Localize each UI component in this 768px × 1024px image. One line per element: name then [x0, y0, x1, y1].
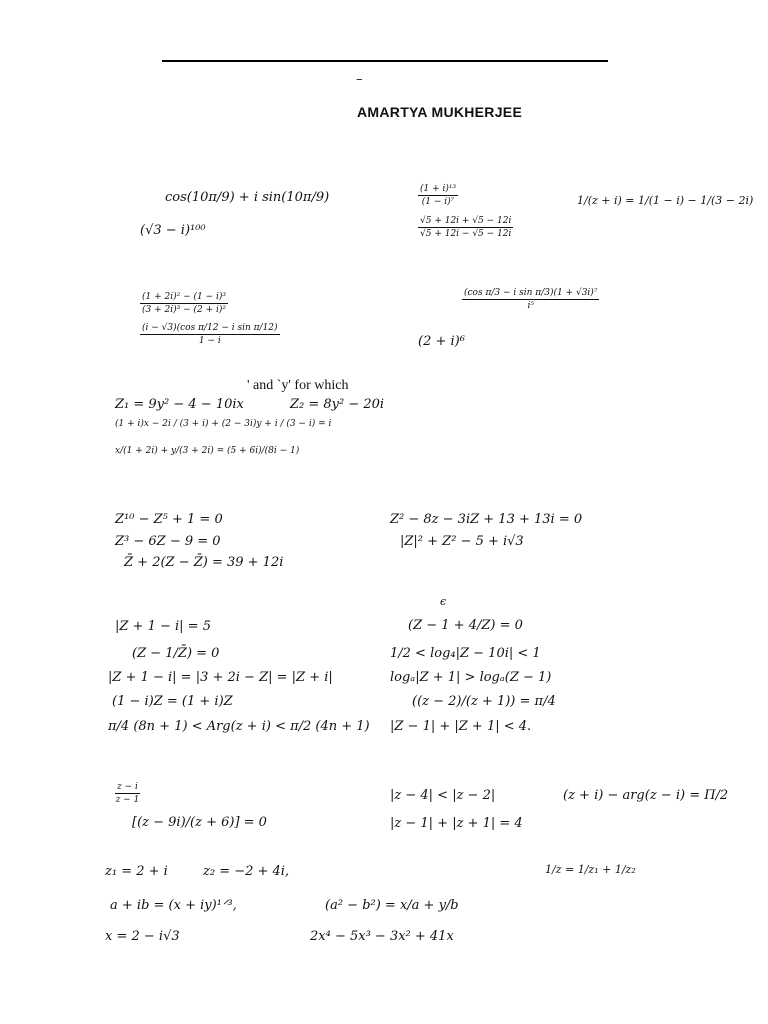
fraction-denominator: i⁵ — [527, 301, 534, 311]
fraction-numerator: (1 + 2i)² − (1 − i)³ — [142, 292, 226, 302]
expr-z-minus-1-plus-4-over-z: (Z − 1 + 4/Z) = 0 — [408, 618, 523, 633]
expr-loga-ineq: logₐ|Z + 1| > logₐ(Z − 1) — [390, 670, 552, 685]
expr-abs-z-minus-4: |z − 4| < |z − 2| — [390, 788, 496, 803]
symbol-epsilon: ϵ — [440, 595, 447, 608]
fraction-numerator: z − i — [117, 782, 138, 792]
expr-z3: Z³ − 6Z − 9 = 0 — [115, 534, 221, 549]
fraction-denominator: √5 + 12i − √5 − 12i — [420, 229, 512, 239]
expr-reciprocal-relation: 1/z = 1/z₁ + 1/z₂ — [545, 863, 636, 876]
fraction-denominator: 1 − i — [198, 336, 221, 346]
expr-abs-sum-eq-4: |z − 1| + |z + 1| = 4 — [390, 816, 523, 831]
expr-log4-range: 1/2 < log₄|Z − 10i| < 1 — [390, 646, 541, 661]
expr-a2-minus-b2: (a² − b²) = x/a + y/b — [325, 898, 459, 913]
expr-2plusi-6: (2 + i)⁶ — [418, 334, 465, 349]
expr-1-minus-i-z: (1 − i)Z = (1 + i)Z — [112, 694, 233, 709]
fraction-denominator: z − 1 — [115, 795, 140, 805]
expr-z2-value: z₂ = −2 + 4i, — [203, 864, 290, 879]
expr-polynomial: 2x⁴ − 5x³ − 3x² + 41x — [310, 929, 454, 944]
expr-frac-1plusi13 — [418, 184, 458, 207]
expr-cos-isin: cos(10π/9) + i sin(10π/9) — [165, 190, 330, 205]
expr-z10: Z¹⁰ − Z⁵ + 1 = 0 — [115, 512, 223, 527]
expr-sqrt3-minus-i-100: (√3 − i)¹⁰⁰ — [140, 223, 206, 238]
expr-arg-pi2: (z + i) − arg(z − i) = Π/2 — [563, 788, 729, 803]
expr-abs-sum-lt-4: |Z − 1| + |Z + 1| < 4. — [390, 719, 532, 734]
expr-abs-z-plus-1-minus-i: |Z + 1 − i| = 5 — [115, 619, 211, 634]
expr-x-value: x = 2 − i√3 — [105, 929, 180, 944]
fraction-numerator: (1 + i)¹³ — [420, 184, 457, 194]
expr-triple-abs: |Z + 1 − i| = |3 + 2i − Z| = |Z + i| — [108, 670, 333, 685]
expr-z1-value: z₁ = 2 + i — [105, 864, 168, 879]
expr-frac-z-minus-i — [115, 782, 140, 805]
expr-z2-def: Z₂ = 8y² − 20i — [290, 397, 385, 412]
fraction-numerator: √5 + 12i + √5 − 12i — [420, 216, 512, 226]
expr-frac-sqrt5 — [418, 216, 513, 239]
author-name: AMARTYA MUKHERJEE — [357, 104, 523, 120]
expr-linear-eq2: x/(1 + 2i) + y/(3 + 2i) = (5 + 6i)/(8i − 1) — [115, 446, 300, 456]
fraction-numerator: (cos π/3 − i sin π/3)(1 + √3i)⁷ — [464, 288, 598, 298]
expr-z-minus-1-over-zbar: (Z − 1/Z̄) = 0 — [132, 646, 220, 661]
expr-frac-i-minus-sqrt3 — [140, 323, 280, 346]
expr-bracket-ratio: [(z − 9i)/(z + 6)] = 0 — [132, 815, 267, 830]
fraction-denominator: (3 + 2i)³ − (2 + i)² — [142, 305, 226, 315]
expr-arg-range: π/4 (8n + 1) < Arg(z + i) < π/2 (4n + 1) — [108, 719, 370, 734]
text-for-which: ' and `y' for which — [247, 378, 349, 393]
expr-reciprocal-z-plus-i: 1/(z + i) = 1/(1 − i) − 1/(3 − 2i) — [577, 194, 754, 207]
expr-zbar: Z̄ + 2(Z − Z̄) = 39 + 12i — [124, 555, 284, 570]
expr-absz2: |Z|² + Z² − 5 + i√3 — [400, 534, 524, 549]
expr-frac-1plus2i — [140, 292, 228, 315]
fraction-denominator: (1 − i)⁷ — [421, 197, 455, 207]
expr-linear-eq1: (1 + i)x − 2i / (3 + i) + (2 − 3i)y + i / (3 − i) = i — [115, 419, 332, 429]
expr-z2-8z: Z² − 8z − 3iZ + 13 + 13i = 0 — [390, 512, 583, 527]
expr-ratio-pi4: ((z − 2)/(z + 1)) = π/4 — [412, 694, 556, 709]
header-rule — [162, 60, 608, 62]
expr-z1-def: Z₁ = 9y² − 4 − 10ix — [115, 397, 244, 412]
header-dash: – — [356, 72, 363, 87]
expr-cube-root: a + ib = (x + iy)¹ᐟ³, — [110, 898, 237, 913]
expr-frac-cos-pi3 — [462, 288, 599, 311]
fraction-numerator: (i − √3)(cos π/12 − i sin π/12) — [142, 323, 278, 333]
